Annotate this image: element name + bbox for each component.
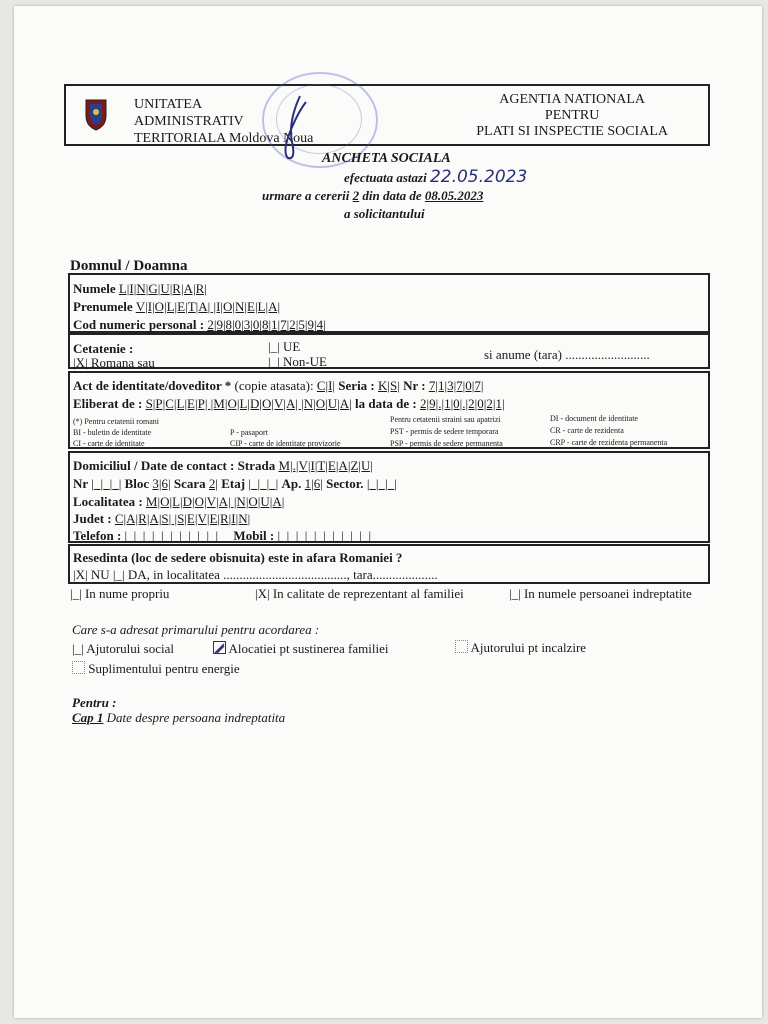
firstname-label: Prenumele [73, 299, 133, 314]
header-right-line: PENTRU [544, 108, 600, 123]
ap-label: Ap. [281, 476, 302, 491]
locality-value: M|O|L|D|O|V|A| |N|O|U|A| [145, 494, 285, 509]
county-value: C|A|R|A|S| |S|E|V|E|R|I|N| [114, 511, 251, 526]
phone-row [73, 528, 371, 544]
date-line [240, 168, 560, 187]
citizenship-romana: |X| Romana sau [73, 355, 155, 370]
citizenship-label: Cetatenie : [73, 341, 134, 356]
etaj-label: Etaj [221, 476, 246, 491]
coat-of-arms-icon [82, 96, 110, 132]
mobile-label: Mobil : [233, 528, 275, 543]
request-social: |_| Ajutorului social [72, 641, 174, 656]
nr-label: Nr : [403, 378, 426, 393]
checkbox-icon [455, 640, 468, 653]
legend-item: CR - carte de rezidenta [550, 426, 624, 435]
header-box [64, 84, 710, 146]
cnp-label: Cod numeric personal : [73, 317, 205, 332]
request-number: 2 [352, 188, 360, 203]
citizenship-box [68, 333, 710, 369]
legend-item: BI - buletin de identitate [73, 428, 152, 437]
request-family: Alocatiei pt sustinerea familiei [228, 641, 389, 656]
street-value: M|.|V|I|T|E|A|Z|U| [278, 458, 374, 473]
building-row [73, 476, 397, 492]
ap-value: 1|6| [304, 476, 323, 491]
chapter-title: Date despre persoana indreptatita [106, 710, 286, 725]
header-left-line: ADMINISTRATIV [134, 114, 244, 129]
request-energy-row [72, 660, 240, 677]
id-type-value: C|I| [316, 378, 336, 393]
header-right [476, 92, 668, 140]
applicant-line: a solicitantului [344, 206, 425, 221]
header-left-line: UNITATEA [134, 97, 203, 112]
phone-value: |_|_|_|_|_|_|_|_|_|_| [124, 528, 219, 543]
main-title: ANCHETA SOCIALA [322, 151, 451, 166]
capacity-family: |X| In calitate de reprezentant al familiei [255, 586, 464, 601]
citizenship-other: si anume (tara) .......................... [484, 347, 650, 362]
legend-item: Pentru cetatenii straini sau apatrizi [390, 415, 501, 424]
legend-item: CRP - carte de rezidenta permanenta [550, 438, 668, 447]
etaj-value: |_|_|_| [248, 476, 279, 491]
scara-label: Scara [173, 476, 206, 491]
nr-value: 7|1|3|7|0|7| [428, 378, 484, 393]
request-energy: Suplimentului pentru energie [88, 661, 240, 676]
issued-label: Eliberat de : [73, 396, 143, 411]
residence-box [68, 544, 710, 584]
sector-label: Sector. [326, 476, 364, 491]
nr-value: |_|_|_| [91, 476, 122, 491]
legend-item: (*) Pentru cetatenii romani [73, 417, 159, 426]
capacity-other: |_| In numele persoanei indreptatite [509, 586, 692, 601]
header-right-line: AGENTIA NATIONALA [499, 92, 646, 107]
citizenship-non-ue: |_| Non-UE [268, 354, 328, 369]
inquiry-title [240, 150, 560, 223]
firstname-row [73, 299, 280, 315]
request-line [240, 187, 560, 205]
request-date: 08.05.2023 [424, 188, 484, 203]
issued-row [73, 396, 505, 412]
id-row [73, 378, 483, 394]
id-mid: (copie atasata): [234, 378, 314, 393]
county-label: Judet : [73, 511, 112, 526]
request-family-row [213, 640, 388, 657]
nr-label: Nr [73, 476, 89, 491]
street-label: Domiciliul / Date de contact : Strada [73, 458, 276, 473]
request-heating: Ajutorului pt incalzire [470, 640, 587, 655]
bloc-label: Bloc [124, 476, 150, 491]
locality-row [73, 494, 284, 510]
residence-answer: |X| NU |_| DA, in localitatea ......................................, tara.................... [73, 567, 438, 582]
legend-item: DI - document de identitate [550, 414, 638, 423]
pentru-label: Pentru : [72, 695, 117, 710]
request-prefix: urmare a cererii [262, 188, 350, 203]
cnp-row [73, 317, 326, 333]
locality-label: Localitatea : [73, 494, 143, 509]
citizenship-ue: |_| UE [268, 339, 301, 354]
issued-value: S|P|C|L|E|P| |M|O|L|D|O|V|A| |N|O|U|A| [145, 396, 352, 411]
legend-item: PSP - permis de sedere permanenta [390, 439, 503, 448]
id-document-box [68, 371, 710, 449]
name-row [73, 281, 207, 297]
header-left-line: TERITORIALA Moldova Noua [134, 131, 314, 146]
person-box [68, 273, 710, 333]
scara-value: 2| [208, 476, 219, 491]
legend-item: CI - carte de identitate [73, 439, 145, 448]
serie-value: K|S| [378, 378, 400, 393]
id-label: Act de identitate/doveditor * [73, 378, 232, 393]
bloc-value: 3|6| [152, 476, 171, 491]
date-prefix: efectuata astazi [344, 170, 427, 185]
name-value: L|I|N|G|U|R|A|R| [118, 281, 207, 296]
legend-item: CIP - carte de identitate provizorie [230, 439, 341, 448]
county-row [73, 511, 250, 527]
request-heating-row [455, 639, 586, 656]
legend-item: PST - permis de sedere temporara [390, 427, 499, 436]
issue-date-value: 2|9|.|1|0|.|2|0|2|1| [420, 396, 505, 411]
header-right-line: PLATI SI INSPECTIE SOCIALA [476, 124, 668, 139]
checkbox-icon [72, 661, 85, 674]
issue-date-label: la data de : [355, 396, 417, 411]
residence-question: Resedinta (loc de sedere obisnuita) este in afara Romaniei ? [73, 550, 403, 565]
cnp-value: 2|9|8|0|3|0|8|1|7|2|5|9|4| [207, 317, 326, 332]
capacity-own: |_| In nume propriu [70, 586, 170, 601]
name-label: Numele [73, 281, 116, 296]
chapter-row [72, 710, 285, 726]
address-box [68, 451, 710, 543]
mobile-value: |_|_|_|_|_|_|_|_|_|_| [277, 528, 372, 543]
handwritten-date: 22.05.2023 [429, 167, 528, 187]
section-title: Domnul / Doamna [70, 258, 188, 274]
street-row [73, 458, 373, 474]
checked-box-icon [213, 641, 226, 654]
serie-label: Seria : [338, 378, 375, 393]
legend-item: P - pasaport [230, 428, 268, 437]
chapter-number: Cap 1 [72, 710, 104, 725]
firstname-value: V|I|O|L|E|T|A| |I|O|N|E|L|A| [135, 299, 281, 314]
request-mid: din data de [362, 188, 422, 203]
sector-value: |_|_|_| [366, 476, 397, 491]
phone-label: Telefon : [73, 528, 122, 543]
request-title: Care s-a adresat primarului pentru acordarea : [72, 622, 320, 637]
